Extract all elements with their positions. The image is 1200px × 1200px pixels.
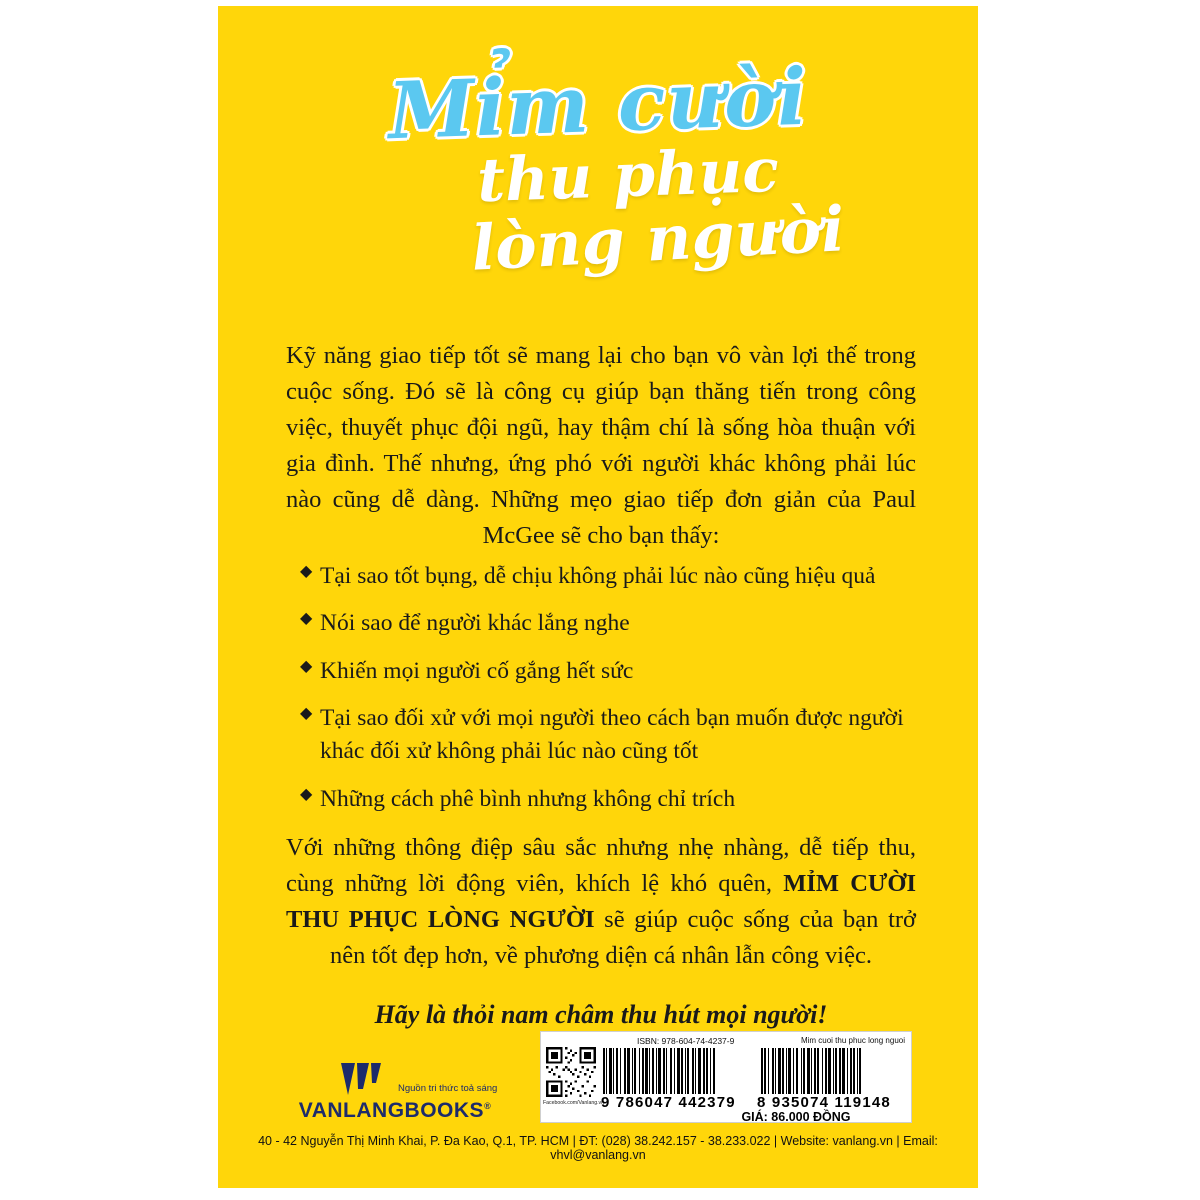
bullet-icon: ◆: [300, 785, 313, 803]
bullet-icon: ◆: [300, 563, 313, 580]
ean-number-right: 8 935074 119148: [757, 1094, 891, 1111]
list-item-label: Tại sao tốt bụng, dễ chịu không phải lúc nào cũng hiệu quả: [320, 563, 876, 589]
blurb-paragraph-2-part-1: Với những thông điệp sâu sắc nhưng nhẹ nhàng, dễ tiếp thu, cùng những lời động viên, khích lệ khó quên,: [286, 834, 916, 898]
bullet-icon: ◆: [300, 610, 313, 628]
qr-code-icon: [546, 1047, 596, 1097]
registered-mark: ®: [484, 1101, 492, 1111]
blurb-block: [286, 338, 916, 1030]
barcode-panel: [540, 1031, 912, 1123]
publisher-name: [270, 1099, 520, 1123]
ean-barcode-right: [761, 1048, 899, 1094]
barcode-book-title: Mim cuoi thu phuc long nguoi: [800, 1036, 905, 1045]
blurb-book-title-emphasis: MỈM CƯỜI THU PHỤC LÒNG NGƯỜI: [286, 870, 916, 934]
title-line-3: lòng người: [469, 192, 847, 285]
list-item: [286, 607, 916, 640]
list-item: [286, 783, 916, 816]
publisher-tagline: Nguồn tri thức toả sáng: [398, 1083, 498, 1094]
qr-caption: Facebook.com/Vanlang.vn: [543, 1100, 605, 1106]
list-item-label: Những cách phê bình nhưng không chỉ trích: [320, 785, 736, 812]
ean-barcode-left: [603, 1048, 751, 1094]
title-block: [218, 51, 978, 285]
list-item-label: Nói sao để người khác lắng nghe: [320, 610, 630, 637]
publisher-name-text: VANLANGBOOKS: [298, 1099, 485, 1122]
list-item-label: Khiến mọi người cố gắng hết sức: [320, 657, 634, 684]
bullet-icon: ◆: [300, 657, 313, 675]
title-line-2: thu phục: [476, 135, 780, 217]
publisher-address: 40 - 42 Nguyễn Thị Minh Khai, P. Đa Kao, Q.1, TP. HCM | ĐT: (028) 38.242.157 - 38.233.022 | Website: vanlang.vn | Email: vhvl@vanlang.vn: [258, 1134, 938, 1162]
blurb-paragraph-2: [286, 830, 916, 974]
vanlang-logo-icon: [335, 1061, 455, 1103]
bullet-icon: ◆: [300, 705, 313, 723]
price-label: GIÁ: 86.000 ĐỒNG: [741, 1110, 851, 1124]
tagline: Hãy là thỏi nam châm thu hút mọi người!: [374, 1000, 828, 1030]
title-line-1: Mỉm cười: [386, 51, 810, 158]
blurb-paragraph-1: Kỹ năng giao tiếp tốt sẽ mang lại cho bạn vô vàn lợi thế trong cuộc sống. Đó sẽ là công cụ giúp bạn thăng tiến trong công việc, thuyết phục đội ngũ, hay thậm chí là sống hòa thuận với gia đình. Thế nhưng, ứng phó với người khác không phải lúc nào cũng dễ dàng. Những mẹo giao tiếp đơn giản của Paul McGee sẽ cho bạn thấy:: [286, 342, 916, 549]
blurb-paragraph-2-part-2: sẽ giúp cuộc sống của bạn trở nên tốt đẹp hơn, về phương diện cá nhân lẫn công việc.: [330, 906, 916, 970]
list-item: [286, 702, 916, 769]
publisher-logo-block: [270, 1061, 520, 1123]
list-item: [286, 560, 916, 593]
ean-number-left: 9 786047 442379: [601, 1094, 736, 1111]
feature-bullet-list: [286, 560, 916, 816]
isbn-label: ISBN: 978-604-74-4237-9: [637, 1036, 735, 1046]
book-cover: [218, 6, 978, 1188]
list-item: [286, 655, 916, 688]
list-item-label: Tại sao đối xử với mọi người theo cách bạn muốn được người khác đối xử không phải lúc nào cũng tốt: [320, 705, 904, 765]
